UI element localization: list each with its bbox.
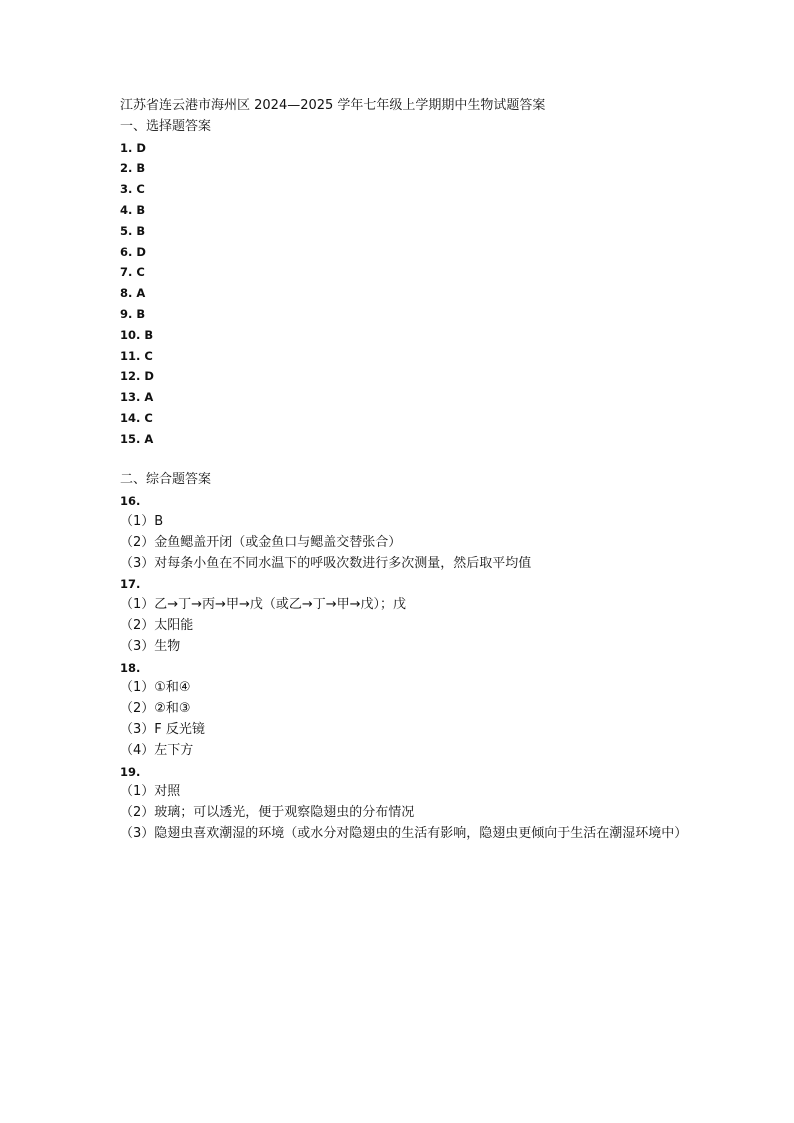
question-number: 18. <box>120 660 141 675</box>
section-spacer <box>120 450 690 471</box>
question-number: 16. <box>120 494 141 509</box>
mc-answer-6: 6. D <box>120 244 146 259</box>
question-part: （3）F 反光镜 <box>120 721 205 737</box>
mc-answer-15: 15. A <box>120 431 154 446</box>
mc-answer-14: 14. C <box>120 410 153 425</box>
question-part: （4）左下方 <box>120 742 194 758</box>
question-part: （1）乙→丁→丙→甲→戊（或乙→丁→甲→戊）；戊 <box>120 597 407 613</box>
mc-answer-13: 13. A <box>120 390 154 405</box>
mc-answer-1: 1. D <box>120 140 146 155</box>
question-part: （2）玻璃；可以透光，便于观察隐翅虫的分布情况 <box>120 805 415 821</box>
mc-answer-11: 11. C <box>120 348 153 363</box>
mc-answer-3: 3. C <box>120 182 145 197</box>
question-part: （3）隐翅虫喜欢潮湿的环境（或水分对隐翅虫的生活有影响，隐翅虫更倾向于生活在潮湿环境中） <box>120 825 688 841</box>
mc-answer-4: 4. B <box>120 202 146 217</box>
question-part: （1）对照 <box>120 784 181 800</box>
multiple-choice-answer-list <box>120 138 690 450</box>
question-number: 19. <box>120 764 141 779</box>
question-part: （2）②和③ <box>120 701 191 717</box>
question-part: （1）①和④ <box>120 680 191 696</box>
mc-answer-5: 5. B <box>120 223 146 238</box>
question-16 <box>120 491 690 574</box>
document-title: 江苏省连云港市海州区 2024—2025 学年七年级上学期期中生物试题答案 <box>120 98 546 113</box>
question-part: （3）生物 <box>120 638 181 654</box>
mc-answer-7: 7. C <box>120 265 145 280</box>
answer-sheet <box>120 96 690 845</box>
mc-answer-12: 12. D <box>120 369 154 384</box>
section-heading-multiple-choice: 一、选择题答案 <box>120 118 212 134</box>
question-part: （3）对每条小鱼在不同水温下的呼吸次数进行多次测量，然后取平均值 <box>120 555 532 571</box>
question-19 <box>120 762 690 845</box>
question-part: （1）B <box>120 513 164 529</box>
mc-answer-9: 9. B <box>120 306 146 321</box>
section-heading-comprehensive: 二、综合题答案 <box>120 472 212 488</box>
mc-answer-8: 8. A <box>120 286 146 301</box>
question-18 <box>120 658 690 762</box>
mc-answer-2: 2. B <box>120 161 146 176</box>
question-part: （2）太阳能 <box>120 617 194 633</box>
question-number: 17. <box>120 577 141 592</box>
mc-answer-10: 10. B <box>120 327 154 342</box>
question-17 <box>120 574 690 657</box>
question-part: （2）金鱼鳃盖开闭（或金鱼口与鳃盖交替张合） <box>120 534 402 550</box>
